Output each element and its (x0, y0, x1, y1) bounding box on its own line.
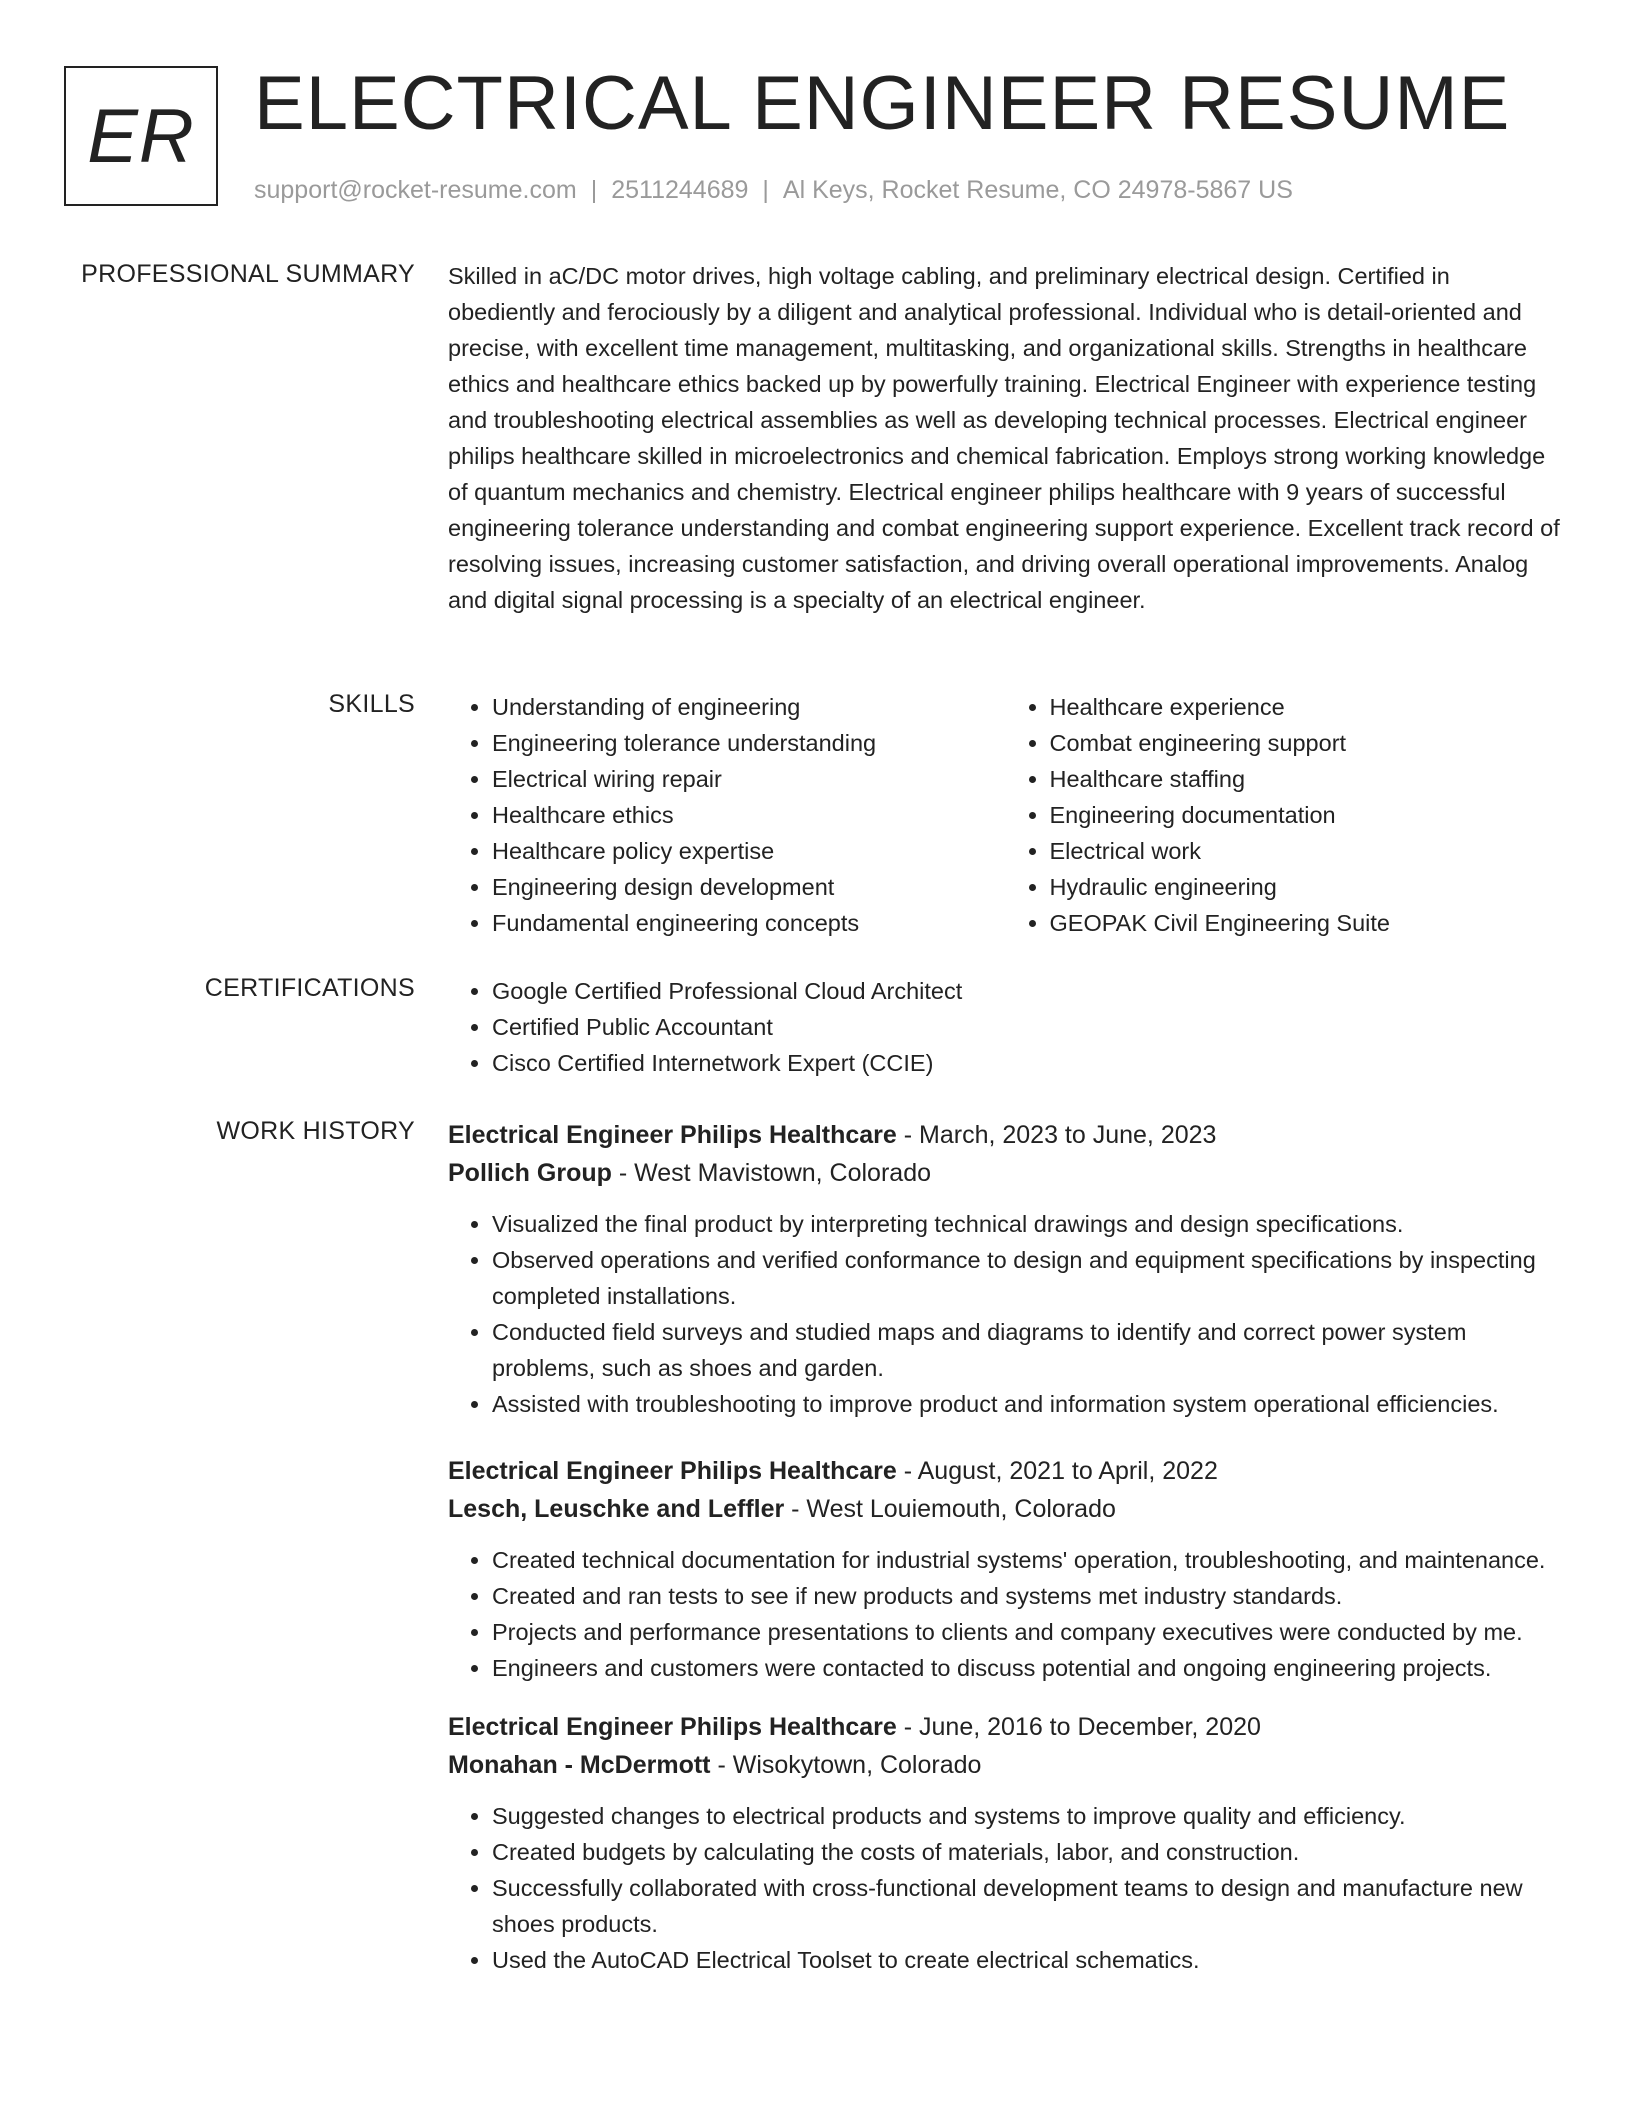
contact-address: Al Keys, Rocket Resume, CO 24978-5867 US (782, 176, 1293, 204)
job-bullet: • Engineers and customers were contacted to discuss potential and ongoing engineering projects. (492, 1650, 1563, 1686)
job-location: - West Louiemouth, Colorado (784, 1495, 1116, 1523)
job-company: Monahan - McDermott (448, 1751, 711, 1779)
job-dates: - August, 2021 to April, 2022 (896, 1457, 1218, 1485)
contact-line (254, 176, 1293, 205)
resume-header (64, 61, 1564, 216)
contact-phone: 2511244689 (611, 176, 749, 204)
job-title: Electrical Engineer Philips Healthcare (448, 1713, 897, 1741)
skills-heading: SKILLS (328, 690, 415, 718)
job-bullet: • Assisted with troubleshooting to improve product and information system operational efficiencies. (492, 1386, 1563, 1422)
certification-item: • Google Certified Professional Cloud Architect (492, 973, 1563, 1009)
job-entry (448, 1708, 1563, 1978)
work-history-body (448, 1116, 1563, 2000)
job-bullet: • Created and ran tests to see if new products and systems met industry standards. (492, 1578, 1563, 1614)
skill-item: • GEOPAK Civil Engineering Suite (1050, 905, 1564, 941)
job-title: Electrical Engineer Philips Healthcare (448, 1121, 897, 1149)
job-company: Lesch, Leuschke and Leffler (448, 1495, 785, 1523)
skill-item: • Understanding of engineering (492, 689, 1006, 725)
monogram-logo: ER (64, 66, 218, 206)
job-bullets (448, 1206, 1563, 1422)
job-bullet: • Conducted field surveys and studied maps and diagrams to identify and correct power system problems, such as shoes and garden. (492, 1314, 1563, 1386)
summary-heading: PROFESSIONAL SUMMARY (81, 260, 415, 288)
job-title-line (448, 1708, 1563, 1746)
job-bullets (448, 1542, 1563, 1686)
job-company: Pollich Group (448, 1159, 612, 1187)
job-title: Electrical Engineer Philips Healthcare (448, 1457, 897, 1485)
contact-email: support@rocket-resume.com (254, 176, 577, 204)
job-bullet: • Created technical documentation for industrial systems' operation, troubleshooting, and maintenance. (492, 1542, 1563, 1578)
skill-item: • Electrical wiring repair (492, 761, 1006, 797)
skill-item: • Healthcare staffing (1050, 761, 1564, 797)
summary-body (448, 258, 1563, 618)
job-title-line (448, 1116, 1563, 1154)
skill-item: • Healthcare experience (1050, 689, 1564, 725)
skill-item: • Healthcare policy expertise (492, 833, 1006, 869)
job-company-line (448, 1154, 1563, 1192)
job-company-line (448, 1490, 1563, 1528)
skill-item: • Healthcare ethics (492, 797, 1006, 833)
skill-item: • Hydraulic engineering (1050, 869, 1564, 905)
job-location: - Wisokytown, Colorado (710, 1751, 982, 1779)
skills-body (448, 689, 1563, 941)
certification-item: • Cisco Certified Internetwork Expert (CCIE) (492, 1045, 1563, 1081)
skills-list-left (448, 689, 1006, 941)
skill-item: • Combat engineering support (1050, 725, 1564, 761)
job-bullet: • Used the AutoCAD Electrical Toolset to create electrical schematics. (492, 1942, 1563, 1978)
job-company-line (448, 1746, 1563, 1784)
job-bullet: • Projects and performance presentations to clients and company executives were conducted by me. (492, 1614, 1563, 1650)
summary-text: Skilled in aC/DC motor drives, high voltage cabling, and preliminary electrical design. Certified in obediently and ferociously by a diligent and analytical professional. Individual who is detail-oriented and precise, with excellent time management, multitasking, and organizational skills. Strengths in healthcare ethics and healthcare ethics backed up by powerfully training. Electrical Engineer with experience testing and troubleshooting electrical assemblies as well as developing technical processes. Electrical engineer philips healthcare skilled in microelectronics and chemical fabrication. Employs strong working knowledge of quantum mechanics and chemistry. Electrical engineer philips healthcare with 9 years of successful engineering tolerance understanding and combat engineering support experience. Excellent track record of resolving issues, increasing customer satisfaction, and driving overall operational improvements. Analog and digital signal processing is a specialty of an electrical engineer. (448, 263, 1560, 613)
work-history-heading: WORK HISTORY (216, 1117, 415, 1145)
job-bullet: • Suggested changes to electrical products and systems to improve quality and efficiency. (492, 1798, 1563, 1834)
job-dates: - June, 2016 to December, 2020 (896, 1713, 1261, 1741)
job-entry (448, 1116, 1563, 1422)
job-bullet: • Visualized the final product by interpreting technical drawings and design specifications. (492, 1206, 1563, 1242)
contact-separator: | (590, 176, 598, 204)
certifications-body (448, 973, 1563, 1081)
job-bullet: • Successfully collaborated with cross-functional development teams to design and manufacture new shoes products. (492, 1870, 1563, 1942)
job-title-line (448, 1452, 1563, 1490)
certifications-list (448, 973, 1563, 1081)
skill-item: • Electrical work (1050, 833, 1564, 869)
job-entry (448, 1452, 1563, 1686)
job-location: - West Mavistown, Colorado (611, 1159, 931, 1187)
contact-separator: | (762, 176, 769, 204)
job-bullet: • Created budgets by calculating the costs of materials, labor, and construction. (492, 1834, 1563, 1870)
job-bullets (448, 1798, 1563, 1978)
skill-item: • Fundamental engineering concepts (492, 905, 1006, 941)
job-bullet: • Observed operations and verified conformance to design and equipment specifications by inspecting completed installations. (492, 1242, 1563, 1314)
certification-item: • Certified Public Accountant (492, 1009, 1563, 1045)
resume-title: ELECTRICAL ENGINEER RESUME (254, 61, 1511, 146)
skills-list-right (1006, 689, 1564, 941)
skill-item: • Engineering design development (492, 869, 1006, 905)
skill-item: • Engineering tolerance understanding (492, 725, 1006, 761)
certifications-heading: CERTIFICATIONS (204, 974, 415, 1002)
skill-item: • Engineering documentation (1050, 797, 1564, 833)
job-dates: - March, 2023 to June, 2023 (896, 1121, 1217, 1149)
